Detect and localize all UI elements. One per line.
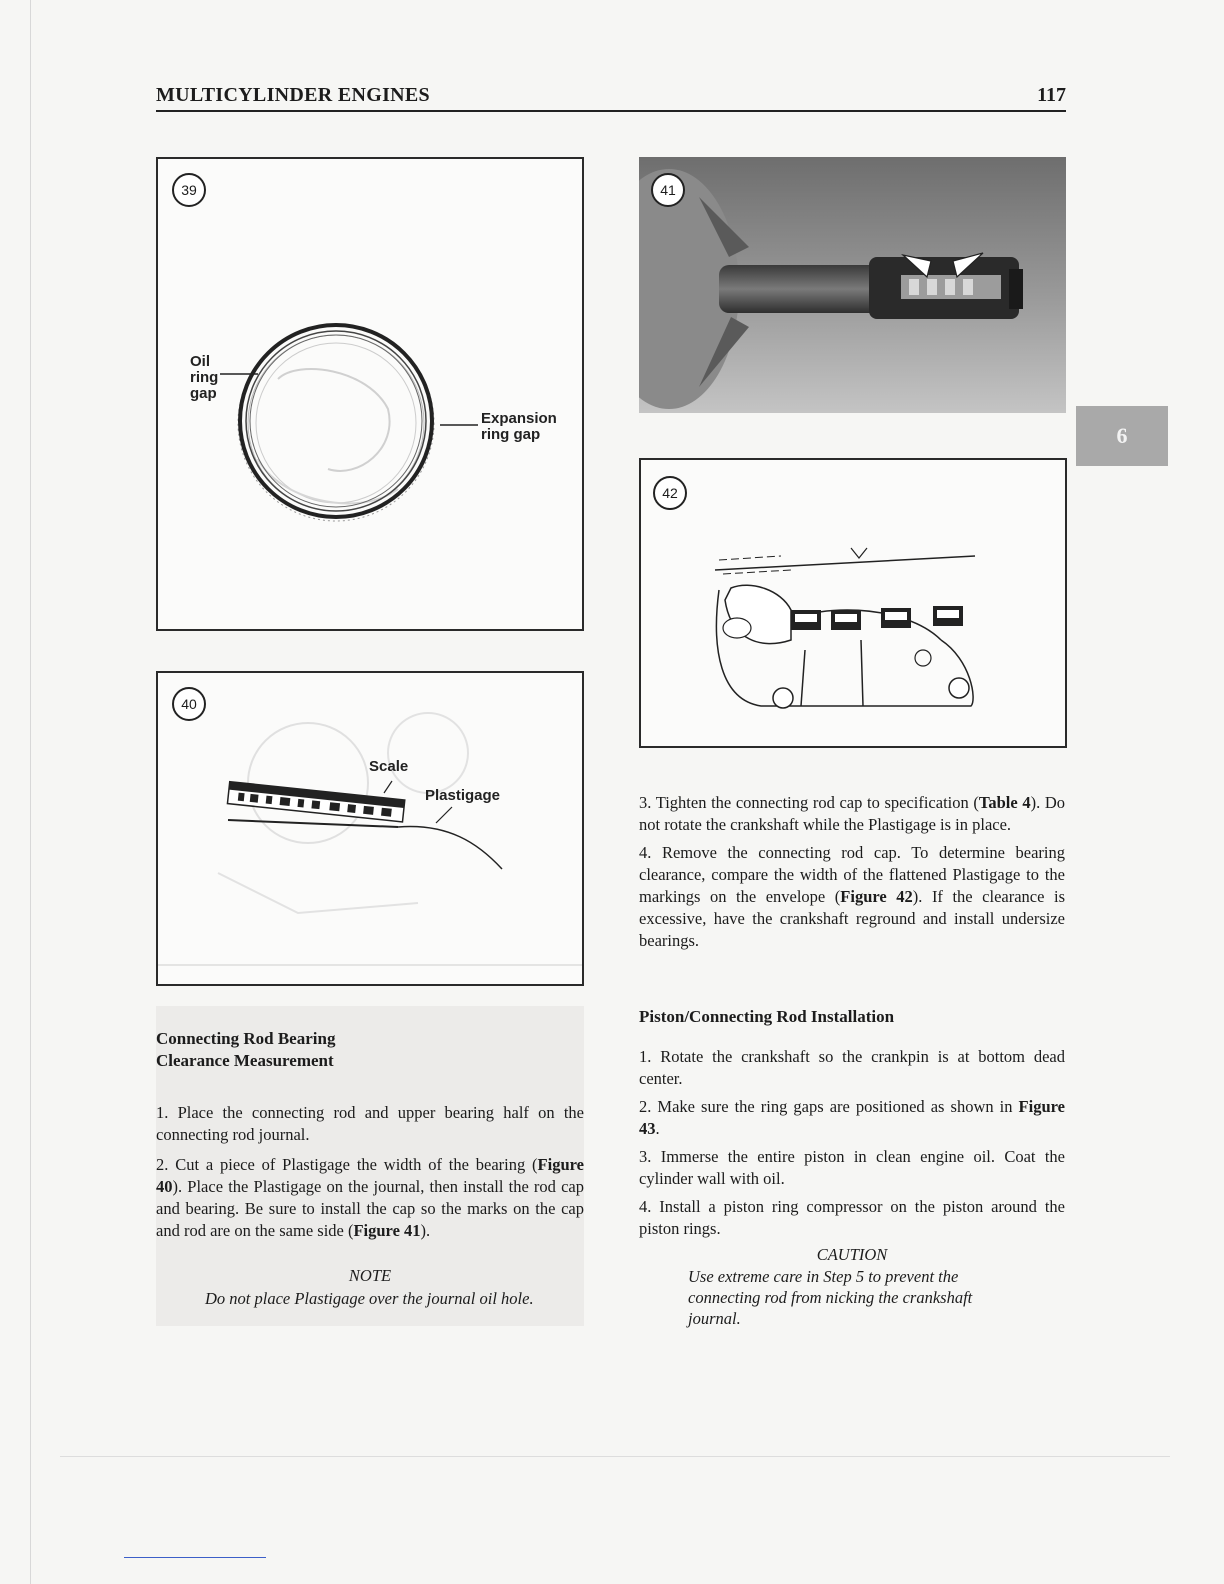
caution-title: CAUTION: [816, 1245, 888, 1264]
install-step-3: 3. Immerse the entire piston in clean engine oil. Coat the cylinder wall with oil.: [639, 1147, 1065, 1188]
figure-39-number: 39: [172, 173, 206, 207]
ref-figure-42[interactable]: Figure 42: [840, 887, 913, 906]
figure-40-number: 40: [172, 687, 206, 721]
figure-42: [639, 458, 1067, 748]
label-plastigage: Plastigage: [425, 787, 501, 804]
page-header: [156, 84, 1066, 112]
step-1: 1. Place the connecting rod and upper bearing half on the connecting rod journal.: [156, 1103, 584, 1144]
label-oil-ring-gap: Oil ring gap: [190, 353, 219, 402]
ref-figure-43[interactable]: Figure 43: [639, 1097, 1065, 1138]
figure-42-number: 42: [653, 476, 687, 510]
section-heading-piston-installation: Piston/Connecting Rod Installation: [639, 1007, 895, 1026]
right-column-body-top: [639, 792, 1065, 958]
figure-41-number: 41: [651, 173, 685, 207]
step-4: 4. Remove the connecting rod cap. To determine bearing clearance, compare the width of the flattened Plastigage to the markings on the envelope (Figure 42). If the clearance is excessive, have the crankshaft reground and install undersize bearings.: [639, 843, 1065, 950]
install-step-4: 4. Install a piston ring compressor on the piston around the piston rings.: [639, 1197, 1065, 1238]
figure-41-photo: [639, 157, 1066, 413]
header-title: MULTICYLINDER ENGINES: [156, 84, 430, 106]
caution-text: Use extreme care in Step 5 to prevent the connecting rod from nicking the crankshaft journal.: [688, 1267, 973, 1328]
section-heading-bearing-clearance: Connecting Rod Bearing Clearance Measurement: [156, 1029, 336, 1070]
plastigage-scale-illustration: [158, 673, 582, 984]
footer-line: [60, 1456, 1170, 1457]
link-underline: [124, 1557, 266, 1558]
right-column-body-bottom: [639, 1046, 1065, 1246]
install-step-1: 1. Rotate the crankshaft so the crankpin is at bottom dead center.: [639, 1047, 1065, 1088]
ref-table-4[interactable]: Table 4: [978, 793, 1031, 812]
page-edge: [30, 0, 31, 1584]
note-text: Do not place Plastigage over the journal oil hole.: [205, 1289, 534, 1308]
ref-figure-41[interactable]: Figure 41: [353, 1221, 421, 1240]
chapter-tab: 6: [1076, 406, 1168, 466]
piston-ring-illustration: [158, 159, 582, 629]
left-column-body: [156, 1102, 584, 1248]
note-title: NOTE: [348, 1266, 392, 1285]
label-scale: Scale: [369, 758, 409, 775]
page-number: 117: [1037, 84, 1066, 106]
step-2: 2. Cut a piece of Plastigage the width of the bearing (Figure 40). Place the Plastigage on the journal, then install the rod cap and bearing. Be sure to install the cap so the marks on the cap and rod are on the same side (Figure 41).: [156, 1155, 584, 1240]
figure-39: [156, 157, 584, 631]
figure-40: [156, 671, 584, 986]
plastigage-envelope-illustration: [641, 460, 1065, 746]
step-3: 3. Tighten the connecting rod cap to specification (Table 4). Do not rotate the crankshaft while the Plastigage is in place.: [639, 793, 1065, 834]
ref-figure-40[interactable]: Figure 40: [156, 1155, 584, 1196]
label-expansion-ring-gap: Expansion ring gap: [481, 410, 557, 443]
install-step-2: 2. Make sure the ring gaps are positioned as shown in Figure 43.: [639, 1097, 1065, 1138]
